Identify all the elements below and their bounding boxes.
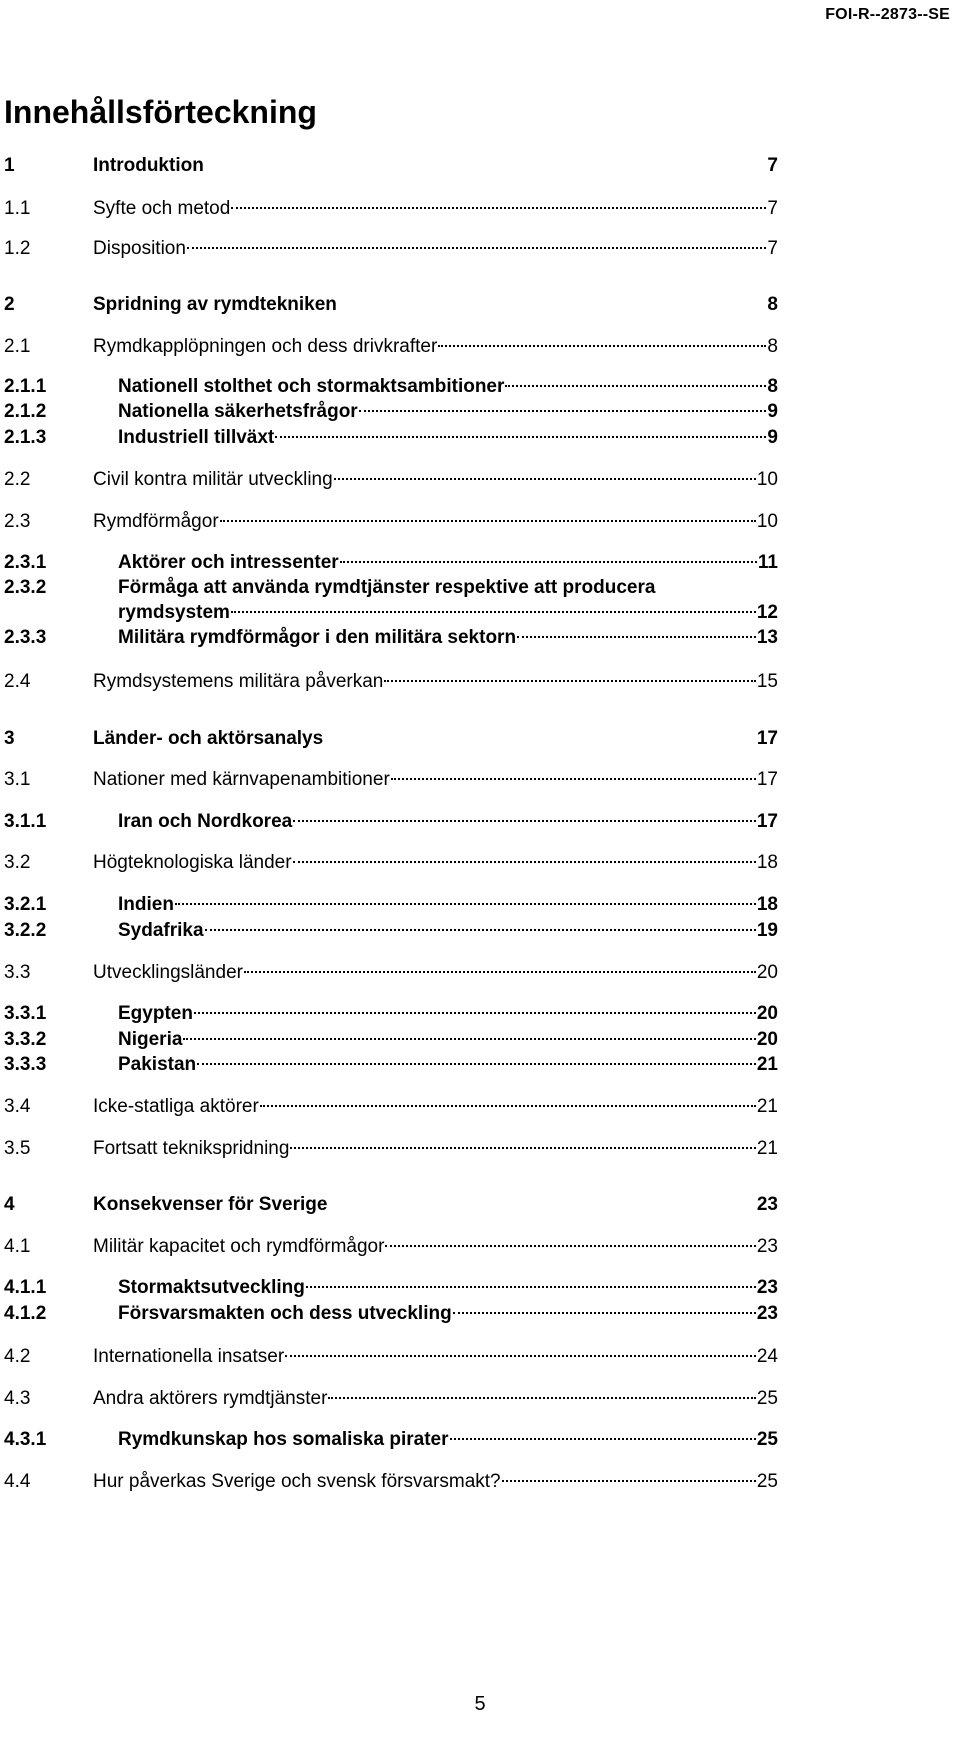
toc-leader [244, 971, 756, 973]
toc-entry-page: 24 [756, 1346, 778, 1367]
toc-entry-page: 8 [767, 294, 778, 315]
toc-entry-1-1[interactable] [0, 195, 778, 223]
toc-entry-label: Nationella säkerhetsfrågor [118, 401, 358, 422]
toc-entry-number: 4.4 [4, 1471, 31, 1492]
toc-entry-number: 3.4 [4, 1096, 31, 1117]
toc-entry-label: Nationell stolthet och stormaktsambitioner [118, 376, 505, 397]
toc-entry-number: 3 [4, 728, 15, 749]
toc-entry-page: 10 [756, 469, 778, 490]
toc-entry-3-3-1[interactable] [0, 1000, 778, 1028]
toc-entry-page: 21 [756, 1138, 778, 1159]
toc-entry-2-4[interactable] [0, 668, 778, 696]
toc-entry-label: Nigeria [118, 1029, 183, 1050]
toc-entry-page: 13 [756, 627, 778, 648]
toc-entry-number: 2.1.2 [4, 401, 47, 422]
toc-entry-label: Pakistan [118, 1054, 197, 1075]
toc-entry-label: Rymdsystemens militära påverkan [93, 671, 384, 692]
toc-entry-number: 2.3.2 [4, 577, 47, 598]
page-number: 5 [474, 1693, 486, 1715]
toc-leader [220, 520, 756, 522]
toc-leader [205, 929, 756, 931]
toc-leader [502, 1480, 756, 1482]
toc-entry-number: 1.1 [4, 198, 31, 219]
toc-entry-4-3[interactable] [0, 1385, 778, 1413]
toc-entry-page: 20 [756, 1029, 778, 1050]
toc-entry-number: 3.3.2 [4, 1029, 47, 1050]
toc-entry-label: Förmåga att använda rymdtjänster respektive att producera [118, 577, 656, 598]
toc-leader [194, 1012, 756, 1014]
toc-entry-label: Egypten [118, 1003, 193, 1024]
toc-entry-label: Disposition [93, 238, 186, 259]
toc-entry-page: 23 [756, 1194, 778, 1215]
toc-entry-number: 2.3 [4, 511, 31, 532]
toc-entry-page: 11 [757, 552, 778, 573]
toc-entry-page: 12 [756, 602, 778, 623]
toc-entry-3-3-3[interactable] [0, 1051, 778, 1079]
toc-entry-label: Rymdkunskap hos somaliska pirater [118, 1429, 449, 1450]
toc-entry-page: 9 [767, 401, 778, 422]
toc-entry-label: Iran och Nordkorea [118, 811, 293, 832]
toc-entry-page: 17 [756, 728, 778, 749]
toc-title: Innehållsförteckning [4, 94, 317, 130]
toc-entry-label: Syfte och metod [93, 198, 231, 219]
toc-entry-4-1-2[interactable] [0, 1300, 778, 1328]
toc-entry-number: 4 [4, 1194, 15, 1215]
toc-entry-label: Aktörer och intressenter [118, 552, 339, 573]
toc-leader [505, 385, 766, 387]
toc-leader [187, 247, 766, 249]
toc-entry-number: 2.2 [4, 469, 31, 490]
toc-entry-page: 25 [756, 1388, 778, 1409]
toc-entry-number: 4.1.2 [4, 1303, 47, 1324]
toc-entry-page: 18 [756, 894, 778, 915]
toc-entry-1-2[interactable] [0, 235, 778, 263]
toc-entry-page: 7 [767, 198, 778, 219]
toc-entry-page: 8 [767, 376, 778, 397]
toc-entry-label: Försvarsmakten och dess utveckling [118, 1303, 452, 1324]
toc-entry-label: Hur påverkas Sverige och svensk försvarsmakt? [93, 1471, 501, 1492]
toc-entry-label: Konsekvenser för Sverige [93, 1194, 328, 1215]
toc-entry-page: 25 [756, 1471, 778, 1492]
toc-entry-number: 4.1.1 [4, 1277, 47, 1298]
toc-leader [293, 820, 756, 822]
toc-entry-number: 2.1.3 [4, 427, 47, 448]
toc-leader [231, 611, 756, 613]
toc-entry-chapter-4[interactable] [0, 1191, 778, 1219]
toc-entry-number: 3.1 [4, 769, 31, 790]
toc-entry-2-2[interactable] [0, 466, 778, 494]
toc-entry-number: 4.3 [4, 1388, 31, 1409]
toc-entry-number: 2 [4, 294, 15, 315]
toc-entry-label: Indien [118, 894, 174, 915]
toc-entry-label: Länder- och aktörsanalys [93, 728, 324, 749]
toc-entry-2-3[interactable] [0, 508, 778, 536]
toc-entry-3-2[interactable] [0, 849, 778, 877]
toc-entry-number: 3.1.1 [4, 811, 47, 832]
toc-entry-number: 4.3.1 [4, 1429, 47, 1450]
toc-entry-number: 3.3.1 [4, 1003, 47, 1024]
toc-entry-2-1[interactable] [0, 333, 778, 361]
toc-entry-number: 2.4 [4, 671, 31, 692]
toc-entry-page: 17 [756, 811, 778, 832]
toc-entry-2-3-2-continuation[interactable] [118, 599, 778, 627]
toc-leader [384, 680, 755, 682]
toc-entry-number: 3.5 [4, 1138, 31, 1159]
toc-entry-page: 8 [767, 336, 778, 357]
toc-entry-3-1[interactable] [0, 766, 778, 794]
toc-entry-chapter-3[interactable] [0, 725, 778, 753]
toc-entry-page: 9 [767, 427, 778, 448]
toc-entry-2-1-3[interactable] [0, 424, 778, 452]
toc-leader [340, 561, 757, 563]
toc-entry-3-5[interactable] [0, 1135, 778, 1163]
toc-entry-number: 3.2.2 [4, 920, 47, 941]
toc-leader [306, 1286, 756, 1288]
toc-entry-page: 25 [756, 1429, 778, 1450]
toc-entry-label: Industriell tillväxt [118, 427, 275, 448]
toc-entry-label: Nationer med kärnvapenambitioner [93, 769, 390, 790]
toc-entry-label: Utvecklingsländer [93, 962, 243, 983]
toc-entry-page: 20 [756, 962, 778, 983]
toc-leader [285, 1355, 756, 1357]
toc-entry-2-3-2[interactable] [0, 574, 778, 602]
toc-entry-label: Militära rymdförmågor i den militära sektorn [118, 627, 517, 648]
toc-entry-page: 7 [767, 238, 778, 259]
toc-entry-label: Rymdkapplöpningen och dess drivkrafter [93, 336, 438, 357]
toc-leader [334, 478, 756, 480]
toc-leader [453, 1312, 756, 1314]
toc-entry-page: 20 [756, 1003, 778, 1024]
toc-entry-3-2-2[interactable] [0, 917, 778, 945]
toc-entry-chapter-2[interactable] [0, 291, 778, 319]
toc-leader [391, 778, 756, 780]
toc-entry-page: 18 [756, 852, 778, 873]
toc-leader [328, 1397, 755, 1399]
toc-leader [293, 861, 756, 863]
document-code: FOI-R--2873--SE [825, 6, 950, 23]
toc-entry-page: 17 [756, 769, 778, 790]
toc-leader [197, 1063, 756, 1065]
toc-entry-label: Civil kontra militär utveckling [93, 469, 333, 490]
toc-entry-4-1[interactable] [0, 1233, 778, 1261]
toc-entry-label: Stormaktsutveckling [118, 1277, 305, 1298]
toc-leader [450, 1438, 756, 1440]
toc-entry-chapter-1[interactable] [0, 152, 778, 180]
toc-entry-page: 7 [767, 155, 778, 176]
toc-entry-label: Andra aktörers rymdtjänster [93, 1388, 328, 1409]
toc-leader [231, 207, 766, 209]
toc-entry-page: 23 [756, 1277, 778, 1298]
toc-entry-page: 10 [756, 511, 778, 532]
toc-entry-number: 2.3.1 [4, 552, 47, 573]
toc-entry-2-3-3[interactable] [0, 624, 778, 652]
toc-entry-label: Fortsatt teknikspridning [93, 1138, 290, 1159]
toc-entry-label: Högteknologiska länder [93, 852, 292, 873]
toc-entry-label: Rymdförmågor [93, 511, 219, 532]
toc-entry-number: 3.3.3 [4, 1054, 47, 1075]
toc-leader [517, 636, 756, 638]
toc-entry-label: Sydafrika [118, 920, 204, 941]
toc-entry-3-1-1[interactable] [0, 808, 778, 836]
toc-entry-number: 4.2 [4, 1346, 31, 1367]
toc-entry-page: 15 [756, 671, 778, 692]
toc-entry-page: 19 [756, 920, 778, 941]
toc-entry-number: 3.2.1 [4, 894, 47, 915]
toc-entry-4-1-1[interactable] [0, 1274, 778, 1302]
toc-leader [175, 903, 756, 905]
toc-entry-2-1-1[interactable] [0, 373, 778, 401]
toc-entry-label: Icke-statliga aktörer [93, 1096, 259, 1117]
toc-leader [385, 1245, 755, 1247]
toc-leader [290, 1147, 755, 1149]
toc-entry-3-3-2[interactable] [0, 1026, 778, 1054]
toc-entry-4-3-1[interactable] [0, 1426, 778, 1454]
toc-entry-number: 1 [4, 155, 15, 176]
toc-entry-label-continuation: rymdsystem [118, 602, 230, 623]
toc-entry-label: Militär kapacitet och rymdförmågor [93, 1236, 385, 1257]
toc-entry-number: 2.1 [4, 336, 31, 357]
toc-leader [438, 345, 766, 347]
toc-entry-label: Internationella insatser [93, 1346, 285, 1367]
toc-entry-number: 3.3 [4, 962, 31, 983]
toc-entry-page: 23 [756, 1303, 778, 1324]
toc-leader [183, 1038, 755, 1040]
toc-entry-4-4[interactable] [0, 1468, 778, 1496]
toc-entry-page: 21 [756, 1096, 778, 1117]
toc-entry-2-1-2[interactable] [0, 398, 778, 426]
toc-entry-3-3[interactable] [0, 959, 778, 987]
toc-entry-number: 2.1.1 [4, 376, 47, 397]
toc-entry-page: 21 [756, 1054, 778, 1075]
toc-entry-label: Introduktion [93, 155, 204, 176]
toc-leader [359, 410, 767, 412]
toc-entry-number: 2.3.3 [4, 627, 47, 648]
toc-leader [260, 1105, 756, 1107]
toc-entry-3-4[interactable] [0, 1093, 778, 1121]
toc-entry-number: 4.1 [4, 1236, 31, 1257]
toc-leader [275, 436, 766, 438]
toc-entry-label: Spridning av rymdtekniken [93, 294, 337, 315]
toc-entry-number: 3.2 [4, 852, 31, 873]
toc-entry-2-3-1[interactable] [0, 549, 778, 577]
toc-entry-page: 23 [756, 1236, 778, 1257]
toc-entry-3-2-1[interactable] [0, 891, 778, 919]
toc-entry-4-2[interactable] [0, 1343, 778, 1371]
toc-entry-number: 1.2 [4, 238, 31, 259]
